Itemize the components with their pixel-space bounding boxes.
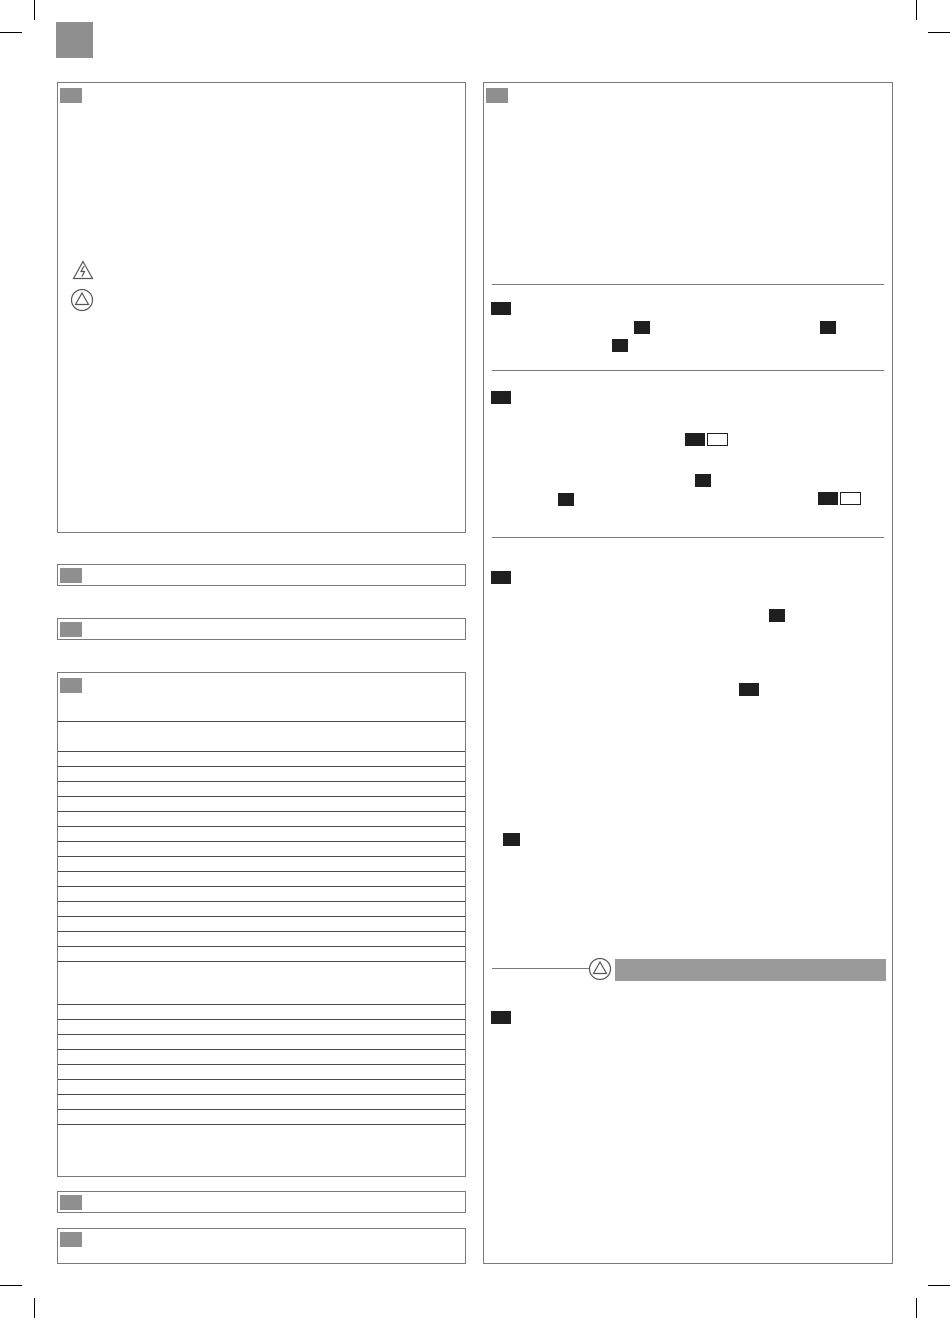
table-row-divider (58, 1124, 465, 1125)
table-row-divider (58, 856, 465, 857)
section-bar-2 (57, 618, 466, 640)
table-row-divider (58, 961, 465, 962)
divider (492, 284, 884, 285)
crop-mark-bottom-right-h (928, 1285, 950, 1286)
ref-marker (739, 683, 759, 696)
table-row-divider (58, 781, 465, 782)
ref-marker (818, 492, 838, 505)
step-marker (491, 302, 511, 315)
ref-marker (503, 833, 520, 846)
warning-banner (615, 959, 886, 981)
table-row-divider (58, 1019, 465, 1020)
ref-marker (612, 339, 628, 352)
ref-marker-outline (707, 433, 728, 446)
warning-icon (588, 957, 612, 981)
step-marker (491, 391, 511, 404)
ref-marker (685, 433, 705, 446)
ref-marker (558, 493, 574, 506)
section-tab (60, 568, 82, 583)
table-row-divider (58, 1034, 465, 1035)
page-header-marker (56, 22, 93, 58)
ref-marker (820, 321, 836, 334)
installation-section (483, 82, 893, 1264)
section-bar-3 (57, 1191, 466, 1213)
table-row-divider (58, 1094, 465, 1095)
warning-divider (492, 968, 589, 969)
crop-mark-bottom-left-v (34, 1298, 35, 1318)
section-tab (60, 1195, 82, 1210)
technical-data-table (57, 672, 466, 1177)
electrical-hazard-icon (72, 260, 94, 280)
ref-marker (695, 474, 711, 487)
table-row-divider (58, 1064, 465, 1065)
section-tab (486, 88, 508, 103)
crop-mark-top-right-h (928, 32, 950, 33)
table-row-divider (58, 796, 465, 797)
section-bar-4 (57, 1228, 466, 1264)
ref-marker (769, 609, 785, 622)
table-row-divider (58, 826, 465, 827)
ref-marker (634, 321, 650, 334)
warning-icon (70, 288, 94, 312)
table-row-divider (58, 946, 465, 947)
table-row-divider (58, 886, 465, 887)
table-row-divider (58, 1079, 465, 1080)
divider (492, 537, 884, 538)
table-row-divider (58, 841, 465, 842)
divider (492, 370, 884, 371)
table-row-divider (58, 871, 465, 872)
table-row-divider (58, 916, 465, 917)
table-row-divider (58, 901, 465, 902)
table-row-divider (58, 721, 465, 722)
table-row-divider (58, 1109, 465, 1110)
table-row-divider (58, 811, 465, 812)
table-row-divider (58, 766, 465, 767)
section-tab (60, 678, 82, 693)
step-marker (491, 1011, 511, 1024)
section-bar-1 (57, 564, 466, 586)
crop-mark-bottom-right-v (916, 1298, 917, 1318)
step-marker (491, 571, 511, 584)
safety-section (57, 82, 466, 533)
table-row-divider (58, 1049, 465, 1050)
table-row-divider (58, 1004, 465, 1005)
section-tab (60, 88, 82, 103)
section-tab (60, 1232, 82, 1247)
crop-mark-bottom-left-h (0, 1285, 22, 1286)
crop-mark-top-right-v (916, 0, 917, 20)
table-row-divider (58, 751, 465, 752)
crop-mark-top-left-v (34, 0, 35, 20)
table-row-divider (58, 931, 465, 932)
crop-mark-top-left-h (0, 32, 22, 33)
ref-marker-outline (840, 492, 861, 505)
section-tab (60, 622, 82, 637)
